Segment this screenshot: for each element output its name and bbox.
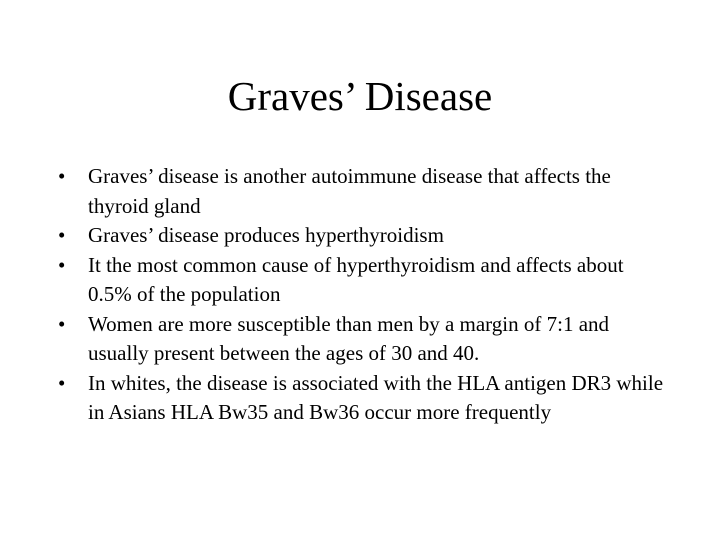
bullet-text: In whites, the disease is associated with the HLA antigen DR3 while in Asians HLA Bw35 and Bw36 occur more frequently: [88, 370, 664, 424]
bullet-marker: •: [58, 164, 66, 188]
bullet-marker: •: [58, 223, 66, 247]
bullet-list: [58, 162, 668, 428]
bullet-marker: •: [58, 252, 66, 277]
bullet-text: Graves’ disease produces hyperthyroidism: [88, 223, 444, 247]
bullet-item-2: [58, 221, 668, 251]
bullet-item-5: [58, 369, 668, 428]
bullet-item-3: [58, 251, 668, 310]
bullet-text: It the most common cause of hyperthyroidism and affects about 0.5% of the population: [88, 252, 624, 306]
bullet-text: Graves’ disease is another autoimmune disease that affects the thyroid gland: [88, 164, 611, 218]
bullet-text: Women are more susceptible than men by a margin of 7:1 and usually present between the ages of 30 and 40.: [88, 311, 610, 365]
bullet-item-4: [58, 310, 668, 369]
bullet-marker: •: [58, 311, 66, 336]
slide-title: Graves’ Disease: [227, 73, 493, 119]
bullet-marker: •: [58, 370, 66, 395]
bullet-item-1: [58, 162, 668, 221]
